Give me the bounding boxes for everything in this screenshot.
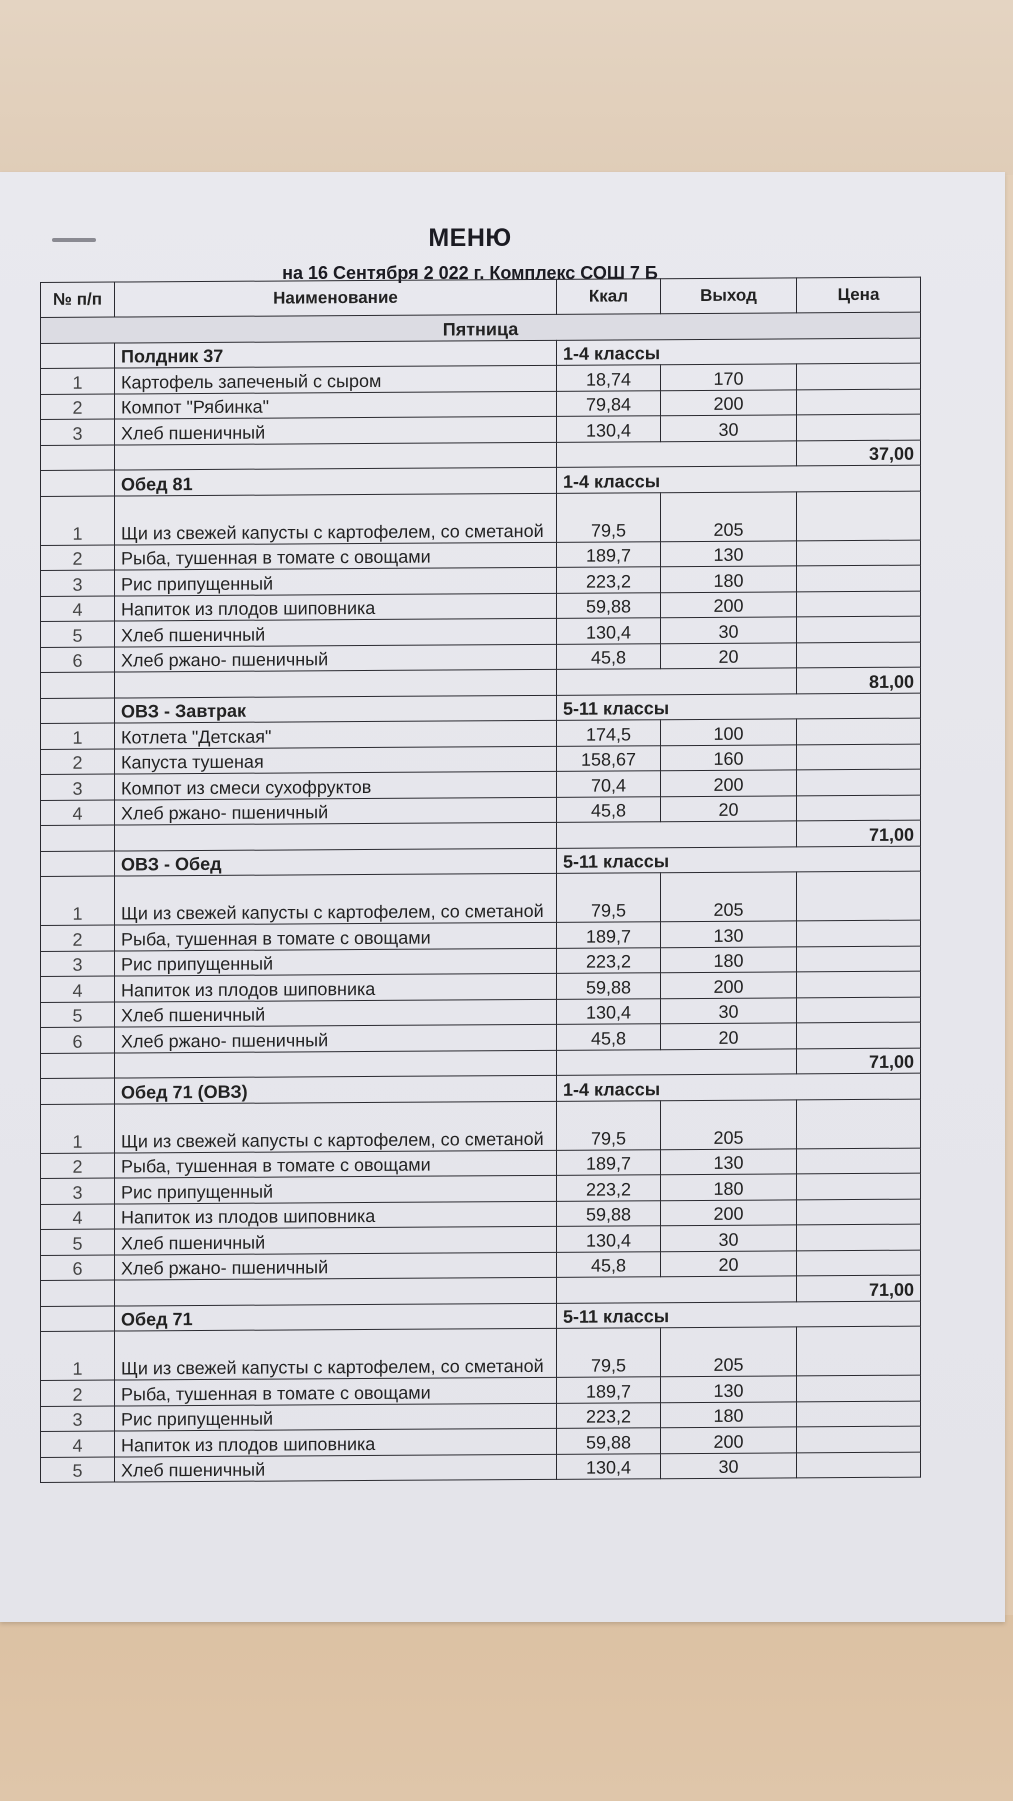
item-price <box>797 414 921 440</box>
item-price <box>797 565 921 591</box>
item-price <box>797 744 921 770</box>
item-number: 4 <box>41 596 115 622</box>
col-header-price: Цена <box>797 277 921 313</box>
table-row <box>41 871 921 925</box>
item-number: 2 <box>41 394 115 420</box>
item-name: Хлеб пшеничный <box>115 618 557 646</box>
item-yield: 180 <box>661 1174 797 1200</box>
item-name: Хлеб пшеничный <box>115 999 557 1027</box>
item-kcal: 189,7 <box>557 1377 661 1403</box>
item-price <box>797 971 921 997</box>
item-number: 3 <box>41 1178 115 1204</box>
item-kcal: 79,84 <box>557 390 661 416</box>
item-yield: 180 <box>661 946 797 972</box>
item-kcal: 130,4 <box>557 416 661 442</box>
section-classes: 1-4 классы <box>557 465 921 493</box>
day-label: Пятница <box>41 312 921 343</box>
total-spacer <box>557 1276 797 1303</box>
item-number: 1 <box>41 723 115 749</box>
item-name: Хлеб ржано- пшеничный <box>115 1024 557 1052</box>
total-num-blank <box>41 1053 115 1079</box>
item-name: Хлеб ржано- пшеничный <box>115 644 557 672</box>
item-yield: 205 <box>661 872 797 922</box>
item-number: 2 <box>41 925 115 951</box>
page-subtitle: на 16 Сентября 2 022 г. Комплекс СОШ 7 Б <box>282 263 658 283</box>
section-name: Полдник 37 <box>115 340 557 368</box>
item-yield: 130 <box>661 540 797 566</box>
item-price <box>797 591 921 617</box>
item-name: Хлеб пшеничный <box>115 1454 557 1482</box>
item-price <box>797 491 921 541</box>
item-price <box>797 997 921 1023</box>
item-yield: 30 <box>661 415 797 441</box>
item-number: 2 <box>41 1380 115 1406</box>
item-price <box>797 795 921 821</box>
item-name: Щи из свежей капусты с картофелем, со сметаной <box>115 873 557 925</box>
total-name-blank <box>115 1277 557 1305</box>
item-kcal: 45,8 <box>557 1024 661 1050</box>
total-num-blank <box>41 672 115 698</box>
item-yield: 200 <box>661 1427 797 1453</box>
table-row <box>41 1452 921 1483</box>
item-price <box>797 1173 921 1199</box>
item-number: 2 <box>41 749 115 775</box>
item-price <box>797 363 921 389</box>
table-surface-bottom <box>0 1615 1013 1801</box>
item-name: Компот "Рябинка" <box>115 391 557 419</box>
col-header-kcal: Ккал <box>557 279 661 315</box>
total-name-blank <box>115 1050 557 1078</box>
item-yield: 130 <box>661 1148 797 1174</box>
item-price <box>797 642 921 668</box>
item-number: 5 <box>41 1457 115 1483</box>
item-kcal: 130,4 <box>557 998 661 1024</box>
item-yield: 200 <box>661 591 797 617</box>
item-kcal: 189,7 <box>557 922 661 948</box>
item-number: 6 <box>41 647 115 673</box>
item-yield: 170 <box>661 364 797 390</box>
section-num-blank <box>41 343 115 369</box>
section-name: ОВЗ - Завтрак <box>115 695 557 723</box>
col-header-yield: Выход <box>661 278 797 314</box>
section-total: 71,00 <box>797 1048 921 1074</box>
item-yield: 200 <box>661 1199 797 1225</box>
item-kcal: 189,7 <box>557 541 661 567</box>
item-name: Щи из свежей капусты с картофелем, со сметаной <box>115 1101 557 1153</box>
item-yield: 30 <box>661 997 797 1023</box>
item-kcal: 130,4 <box>557 1453 661 1479</box>
item-kcal: 18,74 <box>557 365 661 391</box>
item-price <box>797 1148 921 1174</box>
total-spacer <box>557 440 797 467</box>
total-name-blank <box>115 442 557 470</box>
total-spacer <box>557 1048 797 1075</box>
item-price <box>797 1426 921 1452</box>
item-name: Напиток из плодов шиповника <box>115 1428 557 1456</box>
item-number: 3 <box>41 951 115 977</box>
item-kcal: 174,5 <box>557 720 661 746</box>
item-price <box>797 718 921 744</box>
item-kcal: 158,67 <box>557 745 661 771</box>
section-num-blank <box>41 1306 115 1332</box>
item-number: 5 <box>41 621 115 647</box>
table-row <box>41 491 921 545</box>
item-name: Рис припущенный <box>115 567 557 595</box>
item-price <box>797 920 921 946</box>
item-price <box>797 1375 921 1401</box>
section-total: 37,00 <box>797 440 921 466</box>
item-number: 3 <box>41 570 115 596</box>
item-number: 5 <box>41 1002 115 1028</box>
item-price <box>797 1199 921 1225</box>
item-name: Рыба, тушенная в томате с овощами <box>115 542 557 570</box>
item-name: Рис припущенный <box>115 1175 557 1203</box>
item-number: 5 <box>41 1229 115 1255</box>
menu-body <box>41 312 921 1482</box>
item-kcal: 79,5 <box>557 873 661 923</box>
item-name: Напиток из плодов шиповника <box>115 593 557 621</box>
total-num-blank <box>41 1280 115 1306</box>
item-kcal: 59,88 <box>557 592 661 618</box>
item-kcal: 79,5 <box>557 492 661 542</box>
item-yield: 130 <box>661 921 797 947</box>
item-kcal: 70,4 <box>557 771 661 797</box>
item-yield: 20 <box>661 1250 797 1276</box>
item-number: 1 <box>41 876 115 925</box>
item-number: 3 <box>41 1406 115 1432</box>
table-row <box>41 1099 921 1153</box>
section-name: Обед 71 <box>115 1303 557 1331</box>
item-yield: 100 <box>661 719 797 745</box>
item-yield: 205 <box>661 1099 797 1149</box>
item-number: 4 <box>41 1204 115 1230</box>
item-number: 1 <box>41 368 115 394</box>
item-yield: 180 <box>661 1401 797 1427</box>
section-num-blank <box>41 698 115 724</box>
item-number: 6 <box>41 1255 115 1281</box>
item-name: Котлета "Детская" <box>115 720 557 748</box>
item-kcal: 45,8 <box>557 1251 661 1277</box>
item-yield: 200 <box>661 972 797 998</box>
item-name: Щи из свежей капусты с картофелем, со сметаной <box>115 493 557 545</box>
item-price <box>797 1224 921 1250</box>
total-num-blank <box>41 445 115 471</box>
section-name: Обед 81 <box>115 467 557 495</box>
section-name: ОВЗ - Обед <box>115 848 557 876</box>
item-price <box>797 871 921 921</box>
item-kcal: 189,7 <box>557 1149 661 1175</box>
item-yield: 30 <box>661 1225 797 1251</box>
item-name: Рис припущенный <box>115 948 557 976</box>
item-yield: 20 <box>661 1023 797 1049</box>
item-number: 4 <box>41 800 115 826</box>
item-kcal: 45,8 <box>557 796 661 822</box>
item-kcal: 59,88 <box>557 973 661 999</box>
item-price <box>797 769 921 795</box>
total-num-blank <box>41 825 115 851</box>
item-name: Хлеб пшеничный <box>115 1226 557 1254</box>
item-number: 3 <box>41 774 115 800</box>
item-yield: 200 <box>661 389 797 415</box>
table-row <box>41 1326 921 1380</box>
item-price <box>797 1099 921 1149</box>
item-yield: 130 <box>661 1376 797 1402</box>
item-name: Рыба, тушенная в томате с овощами <box>115 1377 557 1405</box>
item-yield: 20 <box>661 642 797 668</box>
section-num-blank <box>41 470 115 496</box>
total-spacer <box>557 821 797 848</box>
item-kcal: 223,2 <box>557 567 661 593</box>
item-yield: 160 <box>661 744 797 770</box>
item-name: Рис припущенный <box>115 1403 557 1431</box>
item-number: 3 <box>41 419 115 445</box>
page-title: МЕНЮ <box>428 224 512 252</box>
total-spacer <box>557 668 797 695</box>
item-number: 2 <box>41 545 115 571</box>
col-header-name: Наименование <box>115 279 557 317</box>
item-name: Рыба, тушенная в томате с овощами <box>115 1150 557 1178</box>
section-num-blank <box>41 851 115 877</box>
item-number: 1 <box>41 496 115 545</box>
item-kcal: 45,8 <box>557 643 661 669</box>
item-name: Капуста тушеная <box>115 746 557 774</box>
section-classes: 5-11 классы <box>557 1301 921 1329</box>
item-number: 2 <box>41 1153 115 1179</box>
item-price <box>797 946 921 972</box>
item-name: Рыба, тушенная в томате с овощами <box>115 922 557 950</box>
item-name: Хлеб ржано- пшеничный <box>115 1252 557 1280</box>
item-price <box>797 1326 921 1376</box>
item-price <box>797 1022 921 1048</box>
section-classes: 1-4 классы <box>557 1073 921 1101</box>
section-name: Обед 71 (ОВЗ) <box>115 1075 557 1103</box>
item-yield: 180 <box>661 566 797 592</box>
item-name: Напиток из плодов шиповника <box>115 973 557 1001</box>
item-kcal: 79,5 <box>557 1100 661 1150</box>
section-classes: 5-11 классы <box>557 693 921 721</box>
section-num-blank <box>41 1078 115 1104</box>
total-name-blank <box>115 822 557 850</box>
item-kcal: 59,88 <box>557 1200 661 1226</box>
item-kcal: 223,2 <box>557 1402 661 1428</box>
header-row <box>41 277 921 317</box>
menu-sheet <box>0 172 1005 1622</box>
item-yield: 30 <box>661 1452 797 1478</box>
section-classes: 1-4 классы <box>557 338 921 366</box>
item-number: 4 <box>41 1431 115 1457</box>
item-yield: 205 <box>661 491 797 541</box>
item-yield: 20 <box>661 795 797 821</box>
item-number: 4 <box>41 976 115 1002</box>
item-name: Картофель запеченый с сыром <box>115 365 557 393</box>
item-kcal: 130,4 <box>557 1226 661 1252</box>
item-yield: 205 <box>661 1327 797 1377</box>
item-kcal: 79,5 <box>557 1328 661 1378</box>
section-classes: 5-11 классы <box>557 846 921 874</box>
item-price <box>797 540 921 566</box>
table-surface-top <box>0 0 1013 175</box>
item-name: Компот из смеси сухофруктов <box>115 771 557 799</box>
item-price <box>797 1250 921 1276</box>
item-name: Напиток из плодов шиповника <box>115 1201 557 1229</box>
item-name: Хлеб пшеничный <box>115 416 557 444</box>
item-price <box>797 389 921 415</box>
item-price <box>797 1401 921 1427</box>
item-name: Щи из свежей капусты с картофелем, со сметаной <box>115 1328 557 1380</box>
item-number: 6 <box>41 1027 115 1053</box>
section-total: 71,00 <box>797 1275 921 1301</box>
total-name-blank <box>115 669 557 697</box>
col-header-num: № п/п <box>41 282 115 317</box>
item-yield: 30 <box>661 617 797 643</box>
item-kcal: 130,4 <box>557 618 661 644</box>
item-kcal: 59,88 <box>557 1428 661 1454</box>
section-total: 81,00 <box>797 667 921 693</box>
section-total: 71,00 <box>797 820 921 846</box>
item-kcal: 223,2 <box>557 947 661 973</box>
item-number: 1 <box>41 1331 115 1380</box>
item-price <box>797 616 921 642</box>
item-price <box>797 1452 921 1478</box>
item-name: Хлеб ржано- пшеничный <box>115 797 557 825</box>
item-yield: 200 <box>661 770 797 796</box>
item-kcal: 223,2 <box>557 1175 661 1201</box>
item-number: 1 <box>41 1104 115 1153</box>
menu-table <box>40 277 921 1483</box>
